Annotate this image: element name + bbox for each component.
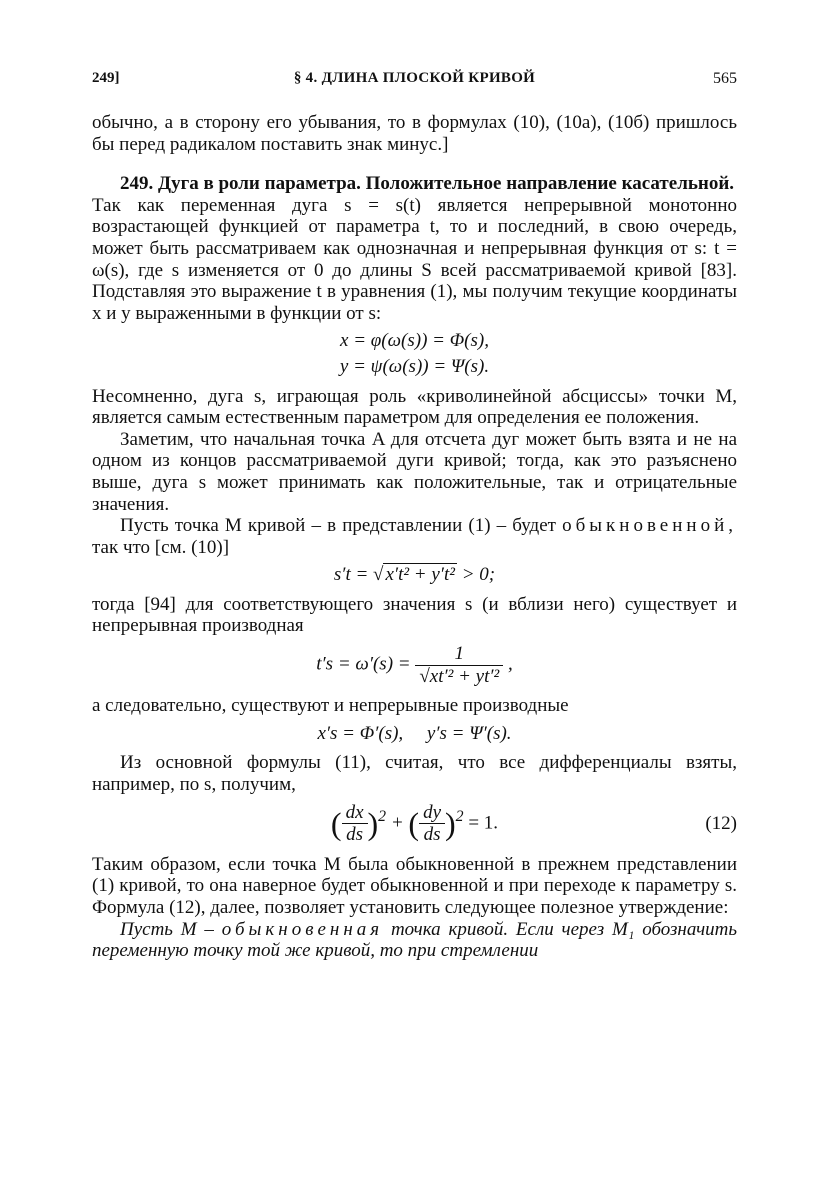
- paragraph-2: Несомненно, дуга s, играющая роль «криволинейной абсциссы» точки M, является самым естественным параметром для определения ее положения.: [92, 385, 737, 429]
- paragraph-6: а следовательно, существуют и непрерывные производные: [92, 695, 569, 717]
- paragraph-8: Таким образом, если точка M была обыкновенной в прежнем представлении (1) кривой, то она наверное будет обыкновенной и при переходе к параметру s. Формула (12), далее, позволяет установить следующее полезное утверждение:: [92, 853, 737, 918]
- equation-y: y = ψ(ω(s)) = Ψ(s).: [339, 355, 490, 377]
- eq5-tail: = 1.: [468, 812, 499, 834]
- paragraph-4-end: так что [см. (10)]: [92, 536, 230, 558]
- eq2-lhs: s′t =: [333, 564, 374, 586]
- paragraph-4-emphasis: обыкновенной,: [562, 515, 737, 537]
- eq3-fraction: [415, 643, 503, 687]
- header-title: § 4. ДЛИНА ПЛОСКОЙ КРИВОЙ: [293, 70, 536, 86]
- paragraph-4: [92, 515, 737, 558]
- eq2-radicand: x′t² + y′t²: [385, 564, 455, 586]
- paragraph-9: [92, 919, 737, 962]
- equation-inverse-derivative: [92, 643, 737, 687]
- section-title: 249. Дуга в роли параметра. Положительное направление касательной.: [120, 173, 735, 195]
- eq5-den-ds-1: ds: [346, 824, 363, 846]
- page-number: 565: [713, 70, 737, 87]
- section-heading-paragraph: [92, 173, 737, 195]
- paragraph-7: Из основной формулы (11), считая, что все дифференциалы взяты, например, по s, получим,: [92, 752, 737, 796]
- eq3-numerator: 1: [415, 643, 503, 666]
- running-header: [92, 70, 737, 94]
- paragraph-3: Заметим, что начальная точка A для отсчета дуг может быть взята и не на одном из концов рассматриваемой дуги кривой; тогда, как это разъяснено выше, дуга s может принимать как положительные, так и отрицательные значения.: [92, 428, 737, 515]
- eq5-fraction-dx: [342, 802, 368, 846]
- eq3-denominator: √xt′² + yt′²: [419, 665, 500, 687]
- paragraph-1: Так как переменная дуга s = s(t) является непрерывной монотонно возрастающей функцией от параметра t, то и последний, в свою очередь, может быть рассматриваем как однозначная и непрерывная функция от s: t = ω(s), где s изменяется от 0 до длины S всей рассматриваемой кривой [83]. Подставляя это выражение t в уравнения (1), мы получим текущие координаты x и y выраженными в функции от s:: [92, 194, 737, 324]
- paragraph-5: тогда [94] для соответствующего значения s (и вблизи него) существует и непрерывная производная: [92, 593, 737, 637]
- equation-coordinate-derivatives: x′s = Φ′(s), y′s = Ψ′(s).: [317, 722, 512, 744]
- header-section-number: 249]: [92, 70, 120, 86]
- eq5-num-dx: dx: [342, 802, 368, 825]
- eq3-lhs: t′s = ω′(s) =: [316, 653, 416, 675]
- page-body: [92, 112, 737, 962]
- paragraph-9-emphasis: обыкновенная: [221, 918, 384, 940]
- paragraph-4-start: Пусть точка M кривой – в представлении (1) – будет: [120, 515, 556, 537]
- eq5-fraction-dy: [419, 802, 445, 846]
- eq3-tail: ,: [507, 653, 513, 675]
- equation-block-1: [92, 330, 737, 377]
- paragraph-9-end: точка кривой. Если через M₁ обозначить переменную точку той же кривой, то при стремлении: [92, 918, 738, 962]
- paragraph-intro: обычно, а в сторону его убывания, то в формулах (10), (10а), (10б) пришлось бы перед радикалом поставить знак минус.]: [92, 112, 737, 155]
- equation-number-12: (12): [705, 812, 737, 834]
- equation-12: ( $\frac{dx}{ds}$ )$^2$ + ( $\frac{dy}{ds}$ )$^2$ = 1. (12): [330, 801, 737, 846]
- paragraph-9-start: Пусть M –: [120, 918, 214, 940]
- eq5-den-ds-2: ds: [423, 824, 441, 846]
- equation-x: x = φ(ω(s)) = Φ(s),: [340, 330, 489, 352]
- eq2-rhs: > 0;: [456, 564, 496, 586]
- eq5-num-dy: dy: [419, 802, 445, 825]
- equation-arc-derivative: s′t = √ x′t² + y′t² > 0;: [333, 564, 496, 586]
